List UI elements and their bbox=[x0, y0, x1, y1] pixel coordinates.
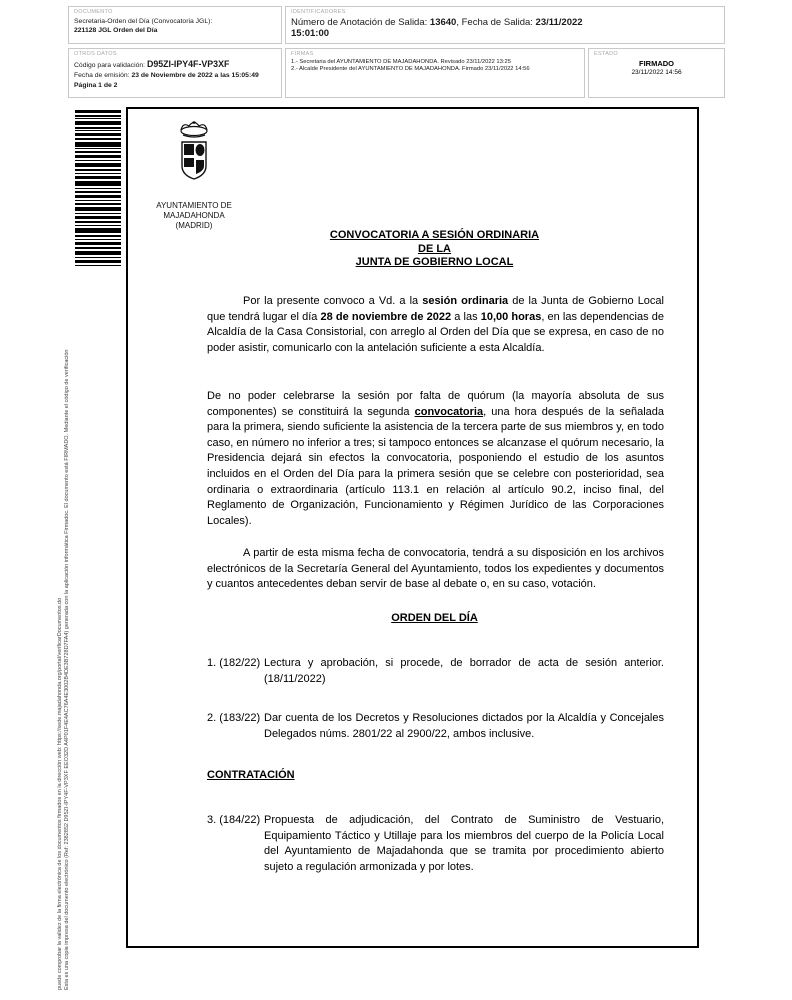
paragraph-convocatoria: Por la presente convoco a Vd. a la sesión ordinaria de la Junta de Gobierno Local que tendrá lugar el día 28 de noviembre de 2022 a las 10,00 horas, en las dependencias de Alcaldía de la Casa Consistorial, con arreglo al Orden del Día que se expresa, en caso de no poder asistir, comunicarlo con la antelación suficiente a esta Alcaldía. bbox=[207, 295, 664, 354]
identificadores-label: IDENTIFICADORES bbox=[291, 9, 346, 15]
orden-item-1-number: 1. (182/22) bbox=[207, 657, 261, 669]
pagina-info: Página 1 de 2 bbox=[74, 81, 118, 89]
documento-label: DOCUMENTO bbox=[74, 9, 113, 15]
orden-item-2-text: Dar cuenta de los Decretos y Resoluciones dictados por la Alcaldía y Concejales Delegados núms. 2801/22 al 2900/22, ambos inclusive. bbox=[264, 712, 664, 740]
orden-item-2 bbox=[207, 711, 664, 742]
header-box-documento bbox=[68, 6, 282, 44]
orden-item-3 bbox=[207, 813, 664, 875]
side-text-line1: Esta es una copia impresa del documento electrónico (Ref: 2382852 D95ZI-IPY4F-VP3XF EEO32D A4P01F4E4AC76A4E3002B4DE3B728D7FA4) generada con la aplicación informática Firmadoc. El documento está FIRMADO. Mediante el código de verificación bbox=[64, 349, 70, 990]
orden-item-3-number: 3. (184/22) bbox=[207, 814, 261, 826]
estado-status: FIRMADO bbox=[639, 59, 674, 68]
header-box-identificadores bbox=[285, 6, 725, 44]
title-line-1: CONVOCATORIA A SESIÓN ORDINARIA bbox=[329, 229, 540, 241]
document-frame bbox=[126, 107, 699, 948]
header-box-firmas bbox=[285, 48, 585, 98]
org-name-line3: (MADRID) bbox=[175, 221, 213, 230]
barcode-icon bbox=[75, 110, 121, 266]
documento-line2: 221128 JGL Orden del Día bbox=[74, 26, 158, 34]
verification-side-text bbox=[57, 270, 71, 990]
paragraph-expedientes: A partir de esta misma fecha de convocatoria, tendrá a su disposición en los archivos electrónicos de la Secretaría General del Ayuntamiento, todos los expedientes y documentos y cuantos antecedentes deban servir de base al debate o, en su caso, votación. bbox=[207, 547, 664, 591]
firmas-label: FIRMAS bbox=[291, 51, 314, 57]
estado-label: ESTADO bbox=[594, 51, 619, 57]
orden-item-1 bbox=[207, 656, 664, 687]
side-text-line2: puede comprobar la validez de la firma electrónica de los documentos firmados en la dirección web: https://sede.majadahonda.org/portal/verificarDocumentos.do bbox=[57, 597, 63, 990]
contratacion-heading: CONTRATACIÓN bbox=[207, 769, 295, 781]
coat-of-arms-icon bbox=[165, 179, 223, 196]
document-title bbox=[207, 229, 662, 270]
estado-datetime: 23/11/2022 14:56 bbox=[631, 69, 682, 76]
paragraph-quorum: De no poder celebrarse la sesión por falta de quórum (la mayoría absoluta de sus componentes) se constituirá la segunda convocatoria, una hora después de la señalada para la primera, siendo suficiente la asistencia de la tercera parte de sus miembros y, en todo caso, en número no inferior a tres; si tampoco entonces se alcanzase el quórum necesario, la Presidencia dejará sin efectos la convocatoria, posponiendo el estudio de los asuntos incluidos en el Orden del Día para la primera sesión que se celebre con posterioridad, sea ordinaria o extraordinaria (artículo 113.1 en relación al artículo 90.2, inciso final, del Reglamento de Organización, Funcionamiento y Régimen Jurídico de las Corporaciones Locales). bbox=[207, 390, 664, 527]
title-line-2: DE LA bbox=[418, 242, 451, 255]
header-box-estado bbox=[588, 48, 725, 98]
fecha-emision: Fecha de emisión: 23 de Noviembre de 2022 a las 15:05:49 bbox=[74, 71, 259, 79]
firma-line-2: 2.- Alcalde Presidente del AYUNTAMIENTO DE MAJADAHONDA. Firmado 23/11/2022 14:56 bbox=[291, 66, 530, 73]
codigo-validacion: Código para validación: D95ZI-IPY4F-VP3XF bbox=[74, 58, 230, 69]
orden-item-1-text: Lectura y aprobación, si procede, de borrador de acta de sesión anterior. (18/11/2022) bbox=[264, 657, 664, 685]
org-block bbox=[138, 118, 250, 231]
org-name-line1: AYUNTAMIENTO DE bbox=[156, 201, 232, 210]
otros-datos-label: OTROS DATOS bbox=[74, 51, 117, 57]
org-name-line2: MAJADAHONDA bbox=[163, 211, 225, 220]
documento-line1: Secretaria-Orden del Día (Convocatoria JGL): bbox=[74, 17, 213, 25]
firma-line-1: 1.- Secretaria del AYUNTAMIENTO DE MAJADAHONDA. Revisado 23/11/2022 13:25 bbox=[291, 58, 511, 65]
orden-item-2-number: 2. (183/22) bbox=[207, 712, 261, 724]
orden-del-dia-heading: ORDEN DEL DÍA bbox=[391, 612, 478, 624]
title-line-3: JUNTA DE GOBIERNO LOCAL bbox=[355, 256, 514, 268]
identificadores-line2: 15:01:00 bbox=[291, 28, 330, 39]
orden-item-3-text: Propuesta de adjudicación, del Contrato de Suministro de Vestuario, Equipamiento Táctico y Utillaje para los miembros del cuerpo de la Policía Local del Ayuntamiento de Majadahonda que se tramita por procedimiento abierto sujeto a regulación armonizada y por lotes. bbox=[264, 814, 664, 873]
identificadores-line1: Número de Anotación de Salida: 13640, Fecha de Salida: 23/11/2022 bbox=[291, 16, 583, 28]
header-box-otros-datos bbox=[68, 48, 282, 98]
